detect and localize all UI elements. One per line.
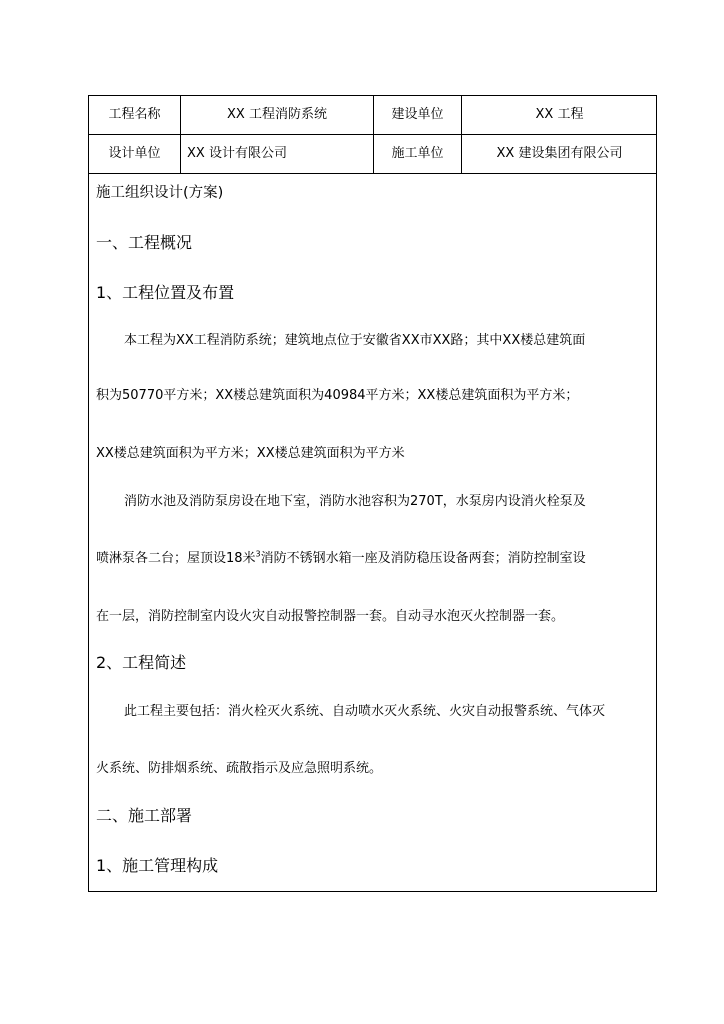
paragraph-line: 本工程为XX工程消防系统；建筑地点位于安徽省XX市XX路；其中XX楼总建筑面 <box>124 333 586 348</box>
table-bottom-border <box>89 173 656 174</box>
contractor-value: XX 建设集团有限公司 <box>496 146 623 161</box>
paragraph-line: 火系统、防排烟系统、疏散指示及应急照明系统。 <box>96 761 383 776</box>
paragraph-line <box>96 551 586 567</box>
paragraph-line: 积为50770平方米；XX楼总建筑面积为40984平方米；XX楼总建筑面积为平方米； <box>96 388 579 403</box>
subsection-heading-location: 1、工程位置及布置 <box>96 283 235 302</box>
project-name-label: 工程名称 <box>108 107 161 122</box>
document-title: 施工组织设计(方案) <box>96 185 224 201</box>
client-label: 建设单位 <box>391 107 444 122</box>
text-span: 喷淋泵各二台；屋顶设18米 <box>96 551 256 566</box>
document-frame <box>88 95 657 892</box>
text-span: 消防不锈钢水箱一座及消防稳压设备两套；消防控制室设 <box>260 551 586 566</box>
section-heading-overview: 一、工程概况 <box>96 233 193 252</box>
paragraph-line: XX楼总建筑面积为平方米；XX楼总建筑面积为平方米 <box>96 446 405 461</box>
subsection-heading-brief: 2、工程简述 <box>96 653 187 672</box>
superscript-cubic: 3 <box>255 549 261 559</box>
subsection-heading-management: 1、施工管理构成 <box>96 856 219 875</box>
paragraph-line: 此工程主要包括：消火栓灭火系统、自动喷水灭火系统、火灾自动报警系统、气体灭 <box>124 704 606 719</box>
designer-label: 设计单位 <box>108 146 161 161</box>
paragraph-line: 在一层，消防控制室内设火灾自动报警控制器一套。自动寻水泡灭火控制器一套。 <box>96 609 565 624</box>
section-heading-deployment: 二、施工部署 <box>96 806 193 825</box>
paragraph-line: 消防水池及消防泵房设在地下室，消防水池容积为270T，水泵房内设消火栓泵及 <box>124 494 586 509</box>
client-value: XX 工程 <box>535 107 584 122</box>
project-name-value: XX 工程消防系统 <box>227 107 327 122</box>
contractor-label: 施工单位 <box>391 146 444 161</box>
designer-value: XX 设计有限公司 <box>187 146 287 161</box>
